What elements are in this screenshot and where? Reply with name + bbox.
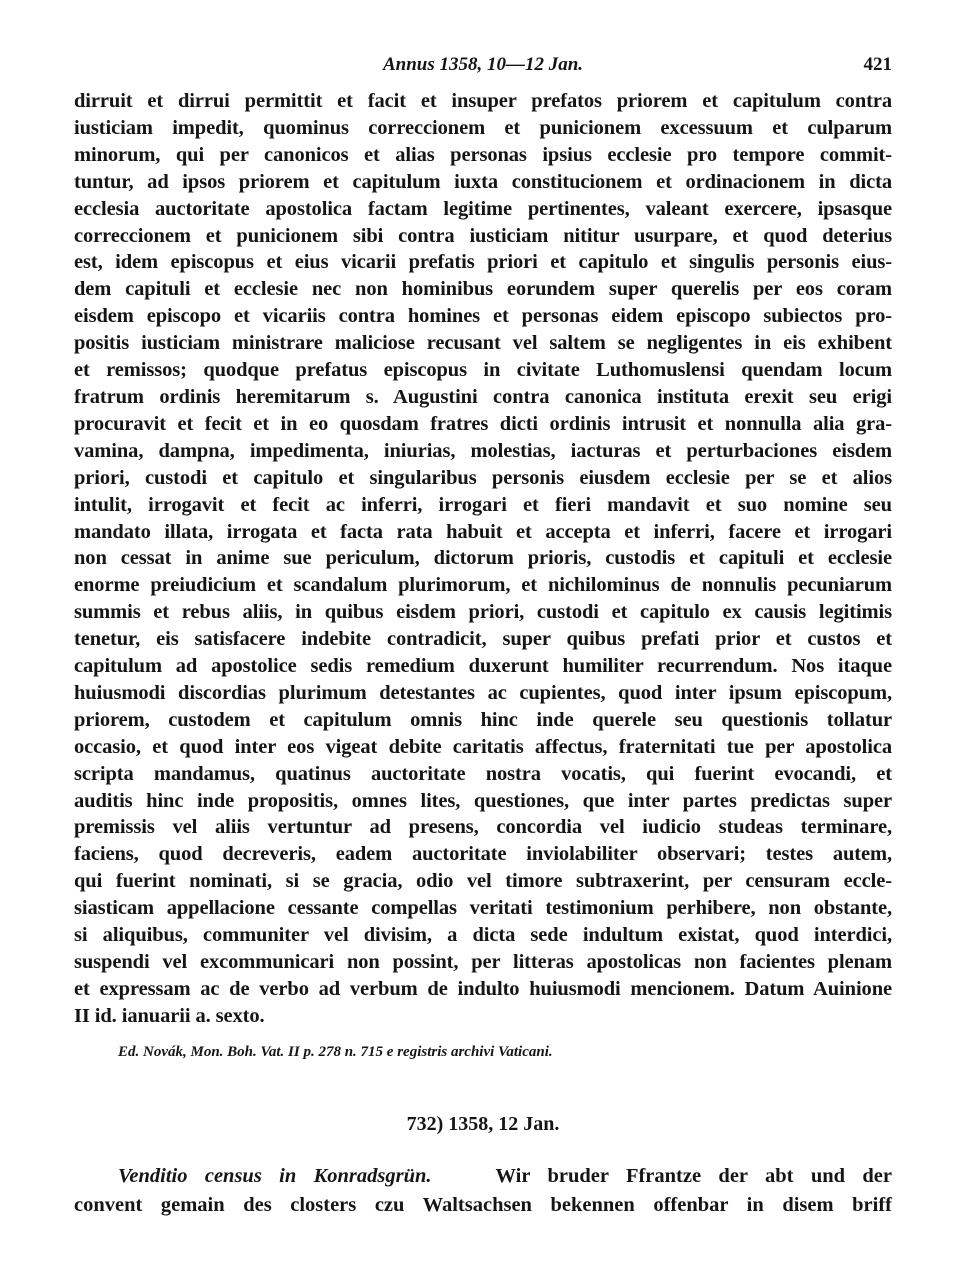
body-line: fratrum ordinis heremitarum s. Augustini contra canonica instituta erexit seu erigi	[74, 385, 892, 408]
document-body	[74, 88, 892, 1030]
body-line: II id. ianuarii a. sexto.	[74, 1004, 265, 1027]
body-line: enorme preiudicium et scandalum plurimorum, et nichilominus de nonnulis pecuniarum	[74, 574, 892, 597]
document-rubric: Venditio census in Konradsgrün.	[118, 1164, 432, 1187]
body-line: priori, custodi et capitulo et singularibus personis eiusdem ecclesie per se et alios	[74, 466, 892, 489]
body-line: ecclesia auctoritate apostolica factam legitime pertinentes, valeant exercere, ipsasque	[74, 197, 892, 220]
document-heading: 732) 1358, 12 Jan.	[406, 1112, 560, 1135]
edition-note: Ed. Novák, Mon. Boh. Vat. II p. 278 n. 715 e registris archivi Vaticani.	[118, 1043, 553, 1060]
opening-text: Wir bruder Ffrantze der abt und der	[495, 1164, 892, 1187]
body-line: non cessat in anime sue periculum, dictorum prioris, custodis et capituli et ecclesie	[74, 547, 892, 570]
body-line: dirruit et dirrui permittit et facit et insuper prefatos priorem et capitulum contra	[74, 90, 892, 112]
body-line: tuntur, ad ipsos priorem et capitulum iuxta constitucionem et ordinacionem in dicta	[74, 170, 892, 193]
body-line: mandato illata, irrogata et facta rata habuit et accepta et inferri, facere et irrogari	[74, 520, 892, 543]
body-line: et remissos; quodque prefatus episcopus in civitate Luthomuslensi quendam locum	[74, 359, 892, 382]
body-line: et expressam ac de verbo ad verbum de indulto huiusmodi mencionem. Datum Auinione	[74, 977, 892, 1000]
body-line: est, idem episcopus et eius vicarii prefatis priori et capitulo et singulis personis eius-	[74, 251, 892, 274]
body-line: priorem, custodem et capitulum omnis hinc inde querele seu questionis tollatur	[74, 708, 892, 731]
body-line: capitulum ad apostolice sedis remedium duxerunt humiliter recurrendum. Nos itaque	[74, 655, 892, 678]
body-line: correccionem et punicionem sibi contra iusticiam nititur usurpare, et quod deterius	[74, 224, 892, 247]
body-line: minorum, qui per canonicos et alias personas ipsius ecclesie pro tempore commit-	[74, 143, 892, 166]
body-line: premissis vel aliis vertuntur ad presens, concordia vel iudicio studeas terminare,	[74, 816, 892, 839]
page-header	[74, 52, 892, 88]
body-line: qui fuerint nominati, si se gracia, odio vel timore subtraxerint, per censuram eccle-	[74, 870, 892, 893]
body-line: auditis hinc inde propositis, omnes lites, questiones, que inter partes predictas super	[74, 789, 892, 812]
body-line: summis et rebus aliis, in quibus eisdem priori, custodi et capitulo ex causis legitimis	[74, 601, 892, 624]
body-line: occasio, et quod inter eos vigeat debite caritatis affectus, fraternitati tue per apostolica	[74, 735, 892, 758]
opening-line-1	[74, 1162, 892, 1191]
body-line: siasticam appellacione cessante compellas veritati testimonium perhibere, non obstante,	[74, 897, 892, 920]
page-number: 421	[863, 54, 892, 75]
body-line: vamina, dampna, impedimenta, iniurias, molestias, iacturas et perturbaciones eisdem	[74, 439, 892, 462]
body-line: intulit, irrogavit et fecit ac inferri, irrogari et fieri mandavit et suo nomine seu	[74, 493, 892, 516]
body-line: scripta mandamus, quatinus auctoritate nostra vocatis, qui fuerint evocandi, et	[74, 762, 892, 785]
document-page	[74, 52, 892, 1220]
document-opening	[74, 1162, 892, 1220]
opening-line-2: convent gemain des closters czu Waltsachsen bekennen offenbar in disem briff	[74, 1193, 892, 1216]
body-line: iusticiam impedit, quominus correccionem et punicionem excessuum et culparum	[74, 116, 892, 139]
body-line: eisdem episcopo et vicariis contra homines et personas eidem episcopo subiectos pro-	[74, 305, 892, 328]
body-line: faciens, quod decreveris, eadem auctoritate inviolabiliter observari; testes autem,	[74, 843, 892, 866]
body-line: si aliquibus, communiter vel divisim, a dicta sede indultum existat, quod interdici,	[74, 924, 892, 947]
body-line: dem capituli et ecclesie nec non hominibus eorundem super querelis per eos coram	[74, 278, 892, 301]
body-line: tenetur, eis satisfacere indebite contradicit, super quibus prefati prior et custos et	[74, 628, 892, 651]
body-line: huiusmodi discordias plurimum detestantes ac cupientes, quod inter ipsum episcopum,	[74, 681, 892, 704]
body-line: procuravit et fecit et in eo quosdam fratres dicti ordinis intrusit et nonnulla alia gra-	[74, 412, 892, 435]
body-line: suspendi vel excommunicari non possint, per litteras apostolicas non facientes plenam	[74, 951, 892, 973]
running-title: Annus 1358, 10—12 Jan.	[382, 54, 584, 75]
body-line: positis iusticiam ministrare maliciose recusant vel saltem se negligentes in eis exhibent	[74, 332, 892, 355]
